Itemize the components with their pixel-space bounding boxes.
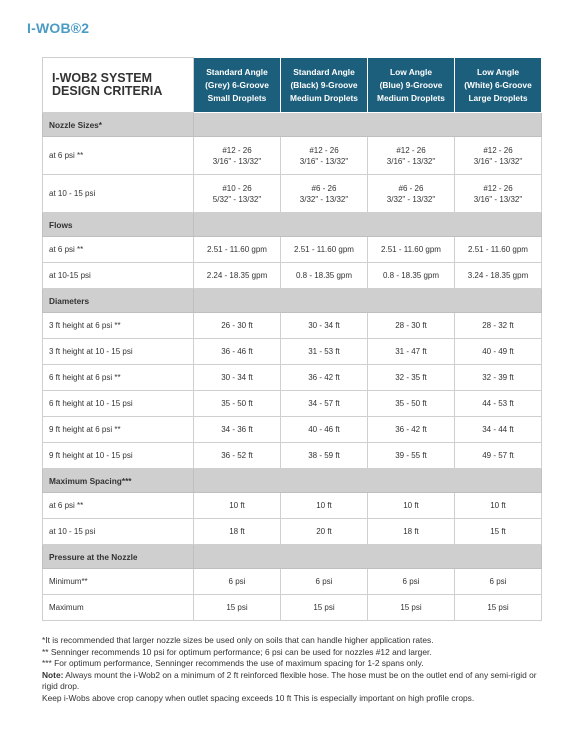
table-cell: 0.8 - 18.35 gpm	[281, 263, 368, 289]
table-cell: 30 - 34 ft	[281, 313, 368, 339]
row-label: at 6 psi **	[43, 237, 194, 263]
table-cell: 6 psi	[368, 569, 455, 595]
table-cell: 10 ft	[455, 493, 542, 519]
design-criteria-table-wrapper	[42, 57, 542, 621]
table-cell: 15 ft	[455, 519, 542, 545]
row-label: 9 ft height at 6 psi **	[43, 417, 194, 443]
section-title: Maximum Spacing***	[43, 469, 194, 493]
table-cell: 36 - 42 ft	[368, 417, 455, 443]
table-cell: 39 - 55 ft	[368, 443, 455, 469]
column-header-line: Medium Droplets	[290, 92, 358, 103]
table-cell	[281, 137, 368, 175]
table-cell: 6 psi	[194, 569, 281, 595]
row-label: 3 ft height at 6 psi **	[43, 313, 194, 339]
table-row	[43, 417, 542, 443]
row-label: at 6 psi **	[43, 493, 194, 519]
table-cell: 38 - 59 ft	[281, 443, 368, 469]
cell-line: 3/16" - 13/32"	[386, 156, 436, 166]
table-cell	[368, 175, 455, 213]
column-header-grey	[194, 58, 281, 113]
section-title: Flows	[43, 213, 194, 237]
table-row	[43, 443, 542, 469]
column-header-line: Standard Angle	[206, 66, 268, 77]
section-header-nozzle	[43, 113, 542, 137]
table-cell: 28 - 30 ft	[368, 313, 455, 339]
section-filler	[194, 545, 542, 569]
table-cell: 15 psi	[281, 595, 368, 621]
column-header-line: Low Angle	[389, 66, 433, 77]
table-cell: 10 ft	[194, 493, 281, 519]
column-header-line: (Grey) 6-Groove	[205, 79, 269, 90]
table-row	[43, 595, 542, 621]
table-cell: 2.51 - 11.60 gpm	[455, 237, 542, 263]
table-cell: 18 ft	[194, 519, 281, 545]
row-label: Maximum	[43, 595, 194, 621]
row-label: 6 ft height at 6 psi **	[43, 365, 194, 391]
table-row	[43, 237, 542, 263]
cell-line: 3/16" - 13/32"	[473, 156, 523, 166]
table-cell: 6 psi	[281, 569, 368, 595]
table-cell: 6 psi	[455, 569, 542, 595]
cell-line: #12 - 26	[483, 183, 513, 193]
table-row	[43, 339, 542, 365]
section-header-flows	[43, 213, 542, 237]
table-title	[43, 58, 194, 113]
table-cell: 32 - 39 ft	[455, 365, 542, 391]
table-cell: 35 - 50 ft	[194, 391, 281, 417]
section-filler	[194, 469, 542, 493]
table-cell: 15 psi	[455, 595, 542, 621]
cell-line: #12 - 26	[396, 145, 426, 155]
table-row	[43, 175, 542, 213]
column-header-line: Medium Droplets	[377, 92, 445, 103]
column-header-blue	[368, 58, 455, 113]
table-cell: 26 - 30 ft	[194, 313, 281, 339]
footnotes	[42, 635, 554, 705]
table-row	[43, 137, 542, 175]
row-label: at 6 psi **	[43, 137, 194, 175]
row-label: 6 ft height at 10 - 15 psi	[43, 391, 194, 417]
column-header-line: Large Droplets	[468, 92, 528, 103]
table-row	[43, 365, 542, 391]
footnote: ** Senninger recommends 10 psi for optimum performance; 6 psi can be used for nozzles #12 and larger.	[42, 646, 432, 657]
cell-line: #10 - 26	[222, 183, 252, 193]
section-header-pressure	[43, 545, 542, 569]
footnote: Keep i-Wobs above crop canopy when outlet spacing exceeds 10 ft This is especially important on high profile crops.	[42, 692, 475, 703]
table-cell: 2.51 - 11.60 gpm	[194, 237, 281, 263]
cell-line: 3/16" - 13/32"	[212, 156, 262, 166]
table-cell: 36 - 46 ft	[194, 339, 281, 365]
table-cell: 36 - 52 ft	[194, 443, 281, 469]
table-cell: 20 ft	[281, 519, 368, 545]
table-cell: 35 - 50 ft	[368, 391, 455, 417]
table-cell: 44 - 53 ft	[455, 391, 542, 417]
section-header-spacing	[43, 469, 542, 493]
table-cell: 2.51 - 11.60 gpm	[281, 237, 368, 263]
cell-line: 3/32" - 13/32"	[299, 194, 349, 204]
column-header-line: (White) 6-Groove	[464, 79, 532, 90]
table-cell: 3.24 - 18.35 gpm	[455, 263, 542, 289]
table-cell: 28 - 32 ft	[455, 313, 542, 339]
table-row	[43, 391, 542, 417]
table-row	[43, 313, 542, 339]
note-label: Note:	[42, 669, 64, 680]
table-cell: 31 - 53 ft	[281, 339, 368, 365]
cell-line: 3/16" - 13/32"	[299, 156, 349, 166]
cell-line: 3/32" - 13/32"	[386, 194, 436, 204]
column-header-line: Low Angle	[476, 66, 520, 77]
table-cell: 2.51 - 11.60 gpm	[368, 237, 455, 263]
cell-line: #12 - 26	[222, 145, 252, 155]
row-label: 9 ft height at 10 - 15 psi	[43, 443, 194, 469]
section-title: Pressure at the Nozzle	[43, 545, 194, 569]
table-cell: 18 ft	[368, 519, 455, 545]
table-cell	[368, 137, 455, 175]
table-cell: 34 - 36 ft	[194, 417, 281, 443]
cell-line: #6 - 26	[311, 183, 337, 193]
column-header-line: (Black) 9-Groove	[290, 79, 358, 90]
table-cell: 30 - 34 ft	[194, 365, 281, 391]
table-cell	[194, 137, 281, 175]
row-label: at 10-15 psi	[43, 263, 194, 289]
footnote: *It is recommended that larger nozzle sizes be used only on soils that can handle higher application rates.	[42, 635, 434, 645]
table-cell: 34 - 44 ft	[455, 417, 542, 443]
section-header-diameters	[43, 289, 542, 313]
table-cell: 34 - 57 ft	[281, 391, 368, 417]
table-cell: 10 ft	[281, 493, 368, 519]
table-cell	[455, 137, 542, 175]
section-title: Diameters	[43, 289, 194, 313]
table-row	[43, 263, 542, 289]
design-criteria-table	[42, 57, 542, 621]
table-cell: 32 - 35 ft	[368, 365, 455, 391]
column-header-white	[455, 58, 542, 113]
column-header-black	[281, 58, 368, 113]
table-title-line: DESIGN CRITERIA	[52, 84, 163, 98]
cell-line: #12 - 26	[483, 145, 513, 155]
table-cell: 2.24 - 18.35 gpm	[194, 263, 281, 289]
table-cell: 36 - 42 ft	[281, 365, 368, 391]
section-title: Nozzle Sizes*	[43, 113, 194, 137]
table-header-row	[43, 58, 542, 113]
table-cell	[281, 175, 368, 213]
cell-line: 5/32" - 13/32"	[212, 194, 262, 204]
table-cell	[194, 175, 281, 213]
column-header-line: Standard Angle	[293, 66, 355, 77]
table-cell: 15 psi	[368, 595, 455, 621]
table-cell	[455, 175, 542, 213]
section-filler	[194, 213, 542, 237]
table-cell: 40 - 46 ft	[281, 417, 368, 443]
table-row	[43, 569, 542, 595]
cell-line: #6 - 26	[398, 183, 424, 193]
table-cell: 40 - 49 ft	[455, 339, 542, 365]
footnote: *** For optimum performance, Senninger recommends the use of maximum spacing for 1-2 spans only.	[42, 658, 424, 669]
cell-line: #12 - 26	[309, 145, 339, 155]
table-cell: 0.8 - 18.35 gpm	[368, 263, 455, 289]
brand-title: I-WOB®2	[27, 20, 90, 36]
table-cell: 49 - 57 ft	[455, 443, 542, 469]
note-text: Always mount the i-Wob2 on a minimum of 2 ft reinforced flexible hose. The hose must be on the outlet end of any semi-rigid or rigid drop.	[42, 669, 537, 692]
row-label: at 10 - 15 psi	[43, 175, 194, 213]
table-row	[43, 519, 542, 545]
section-filler	[194, 113, 542, 137]
row-label: at 10 - 15 psi	[43, 519, 194, 545]
column-header-line: (Blue) 9-Groove	[379, 79, 443, 90]
column-header-line: Small Droplets	[207, 92, 267, 103]
section-filler	[194, 289, 542, 313]
table-row	[43, 493, 542, 519]
table-cell: 10 ft	[368, 493, 455, 519]
row-label: 3 ft height at 10 - 15 psi	[43, 339, 194, 365]
footnote-note	[42, 670, 554, 693]
table-cell: 31 - 47 ft	[368, 339, 455, 365]
table-cell: 15 psi	[194, 595, 281, 621]
cell-line: 3/16" - 13/32"	[473, 194, 523, 204]
row-label: Minimum**	[43, 569, 194, 595]
table-title-line: I-WOB2 SYSTEM	[52, 71, 153, 85]
table-body	[43, 113, 542, 621]
